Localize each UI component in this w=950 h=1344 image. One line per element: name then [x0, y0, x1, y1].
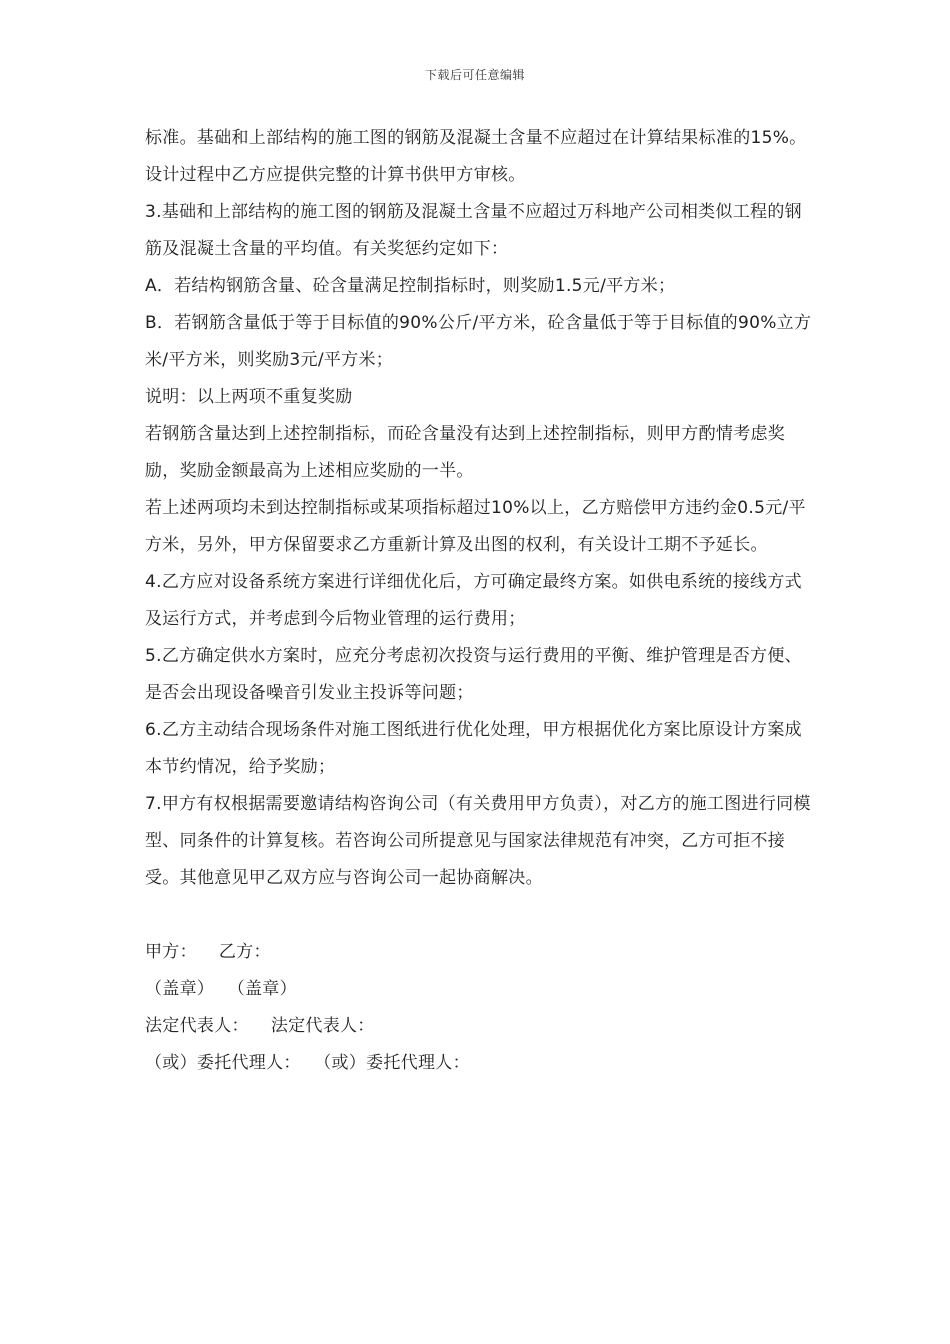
seal-a-label: （盖章）: [145, 979, 215, 999]
paragraph-standard: 标准。基础和上部结构的施工图的钢筋及混凝土含量不应超过在计算结果标准的15%。设计过程中乙方应提供完整的计算书供甲方审核。: [145, 128, 807, 185]
party-a-label: 甲方：: [145, 942, 197, 962]
signature-parties: [145, 934, 813, 971]
paragraph-penalty: 若上述两项均未到达控制指标或某项指标超过10%以上，乙方赔偿甲方违约金0.5元/平方米，另外，甲方保留要求乙方重新计算及出图的权利，有关设计工期不予延长。: [145, 498, 806, 555]
signature-legal-reps: [145, 1008, 813, 1045]
paragraph-clause-5: 5.乙方确定供水方案时，应充分考虑初次投资与运行费用的平衡、维护管理是否方便、是否会出现设备噪音引发业主投诉等问题；: [145, 646, 802, 703]
paragraph-partial-reward: 若钢筋含量达到上述控制指标，而砼含量没有达到上述控制指标，则甲方酌情考虑奖励，奖励金额最高为上述相应奖励的一半。: [145, 424, 786, 481]
agent-a-label: （或）委托代理人：: [145, 1053, 301, 1073]
signature-seals: [145, 971, 813, 1008]
paragraph-note: 说明：以上两项不重复奖励: [145, 387, 353, 407]
paragraph-clause-6: 6.乙方主动结合现场条件对施工图纸进行优化处理，甲方根据优化方案比原设计方案成本节约情况，给予奖励；: [145, 720, 802, 777]
party-b-label: 乙方：: [218, 942, 271, 962]
legal-rep-b-label: 法定代表人：: [270, 1016, 375, 1036]
page-header: 下载后可任意编辑: [424, 68, 525, 82]
legal-rep-a-label: 法定代表人：: [145, 1016, 249, 1036]
agent-b-label: （或）委托代理人：: [322, 1053, 470, 1073]
paragraph-clause-4: 4.乙方应对设备系统方案进行详细优化后，方可确定最终方案。如供电系统的接线方式及运行方式，并考虑到今后物业管理的运行费用；: [145, 572, 802, 629]
blank-line: [145, 897, 813, 934]
paragraph-clause-7: 7.甲方有权根据需要邀请结构咨询公司（有关费用甲方负责），对乙方的施工图进行同模型、同条件的计算复核。若咨询公司所提意见与国家法律规范有冲突，乙方可拒不接受。其他意见甲乙双方应与咨询公司一起协商解决。: [145, 794, 811, 888]
seal-b-label: （盖章）: [236, 979, 297, 999]
paragraph-clause-3: 3.基础和上部结构的施工图的钢筋及混凝土含量不应超过万科地产公司相类似工程的钢筋及混凝土含量的平均值。有关奖惩约定如下：: [145, 202, 802, 259]
document-body: [145, 120, 813, 1082]
paragraph-item-a: A．若结构钢筋含量、砼含量满足控制指标时，则奖励1.5元/平方米；: [145, 276, 676, 296]
paragraph-item-b: B．若钢筋含量低于等于目标值的90%公斤/平方米，砼含量低于等于目标值的90%立方米/平方米，则奖励3元/平方米；: [145, 313, 812, 370]
signature-agents: [145, 1045, 813, 1082]
